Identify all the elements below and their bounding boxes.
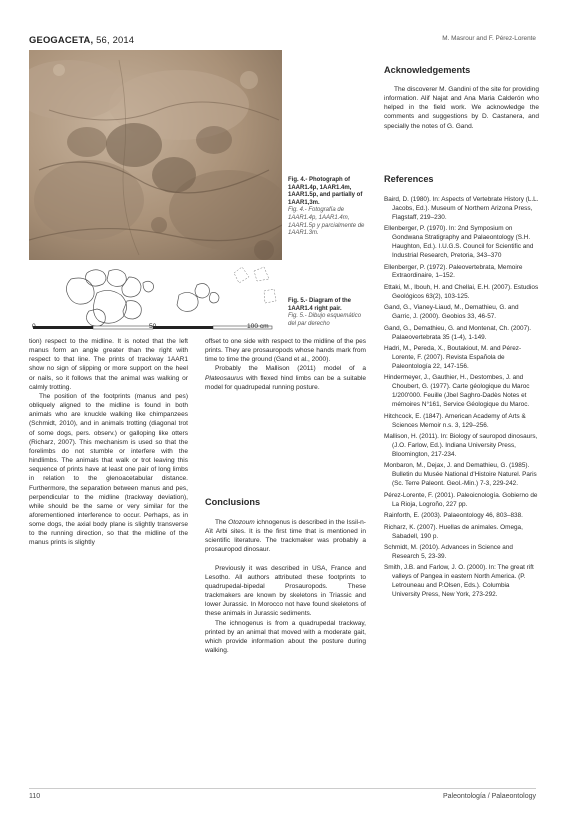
reference-item: Smith, J.B. and Farlow, J. O. (2000). In: The great rift valleys of Pangea in eastern North America. (P. Letrouneau and P.Olsen, Eds.). Columbia University Press, New York, 273-292. [384,564,534,599]
conclusions-paragraph-2: Previously it was described in USA, France and Lesotho. All authors attributed these footprints to quadrupedal-bipedal Prosauropods. These trackmakers are known by skeletons in Triassic and lower Jurassic. In Morocco not have found skeletons of these animals in Jurassic sediments. [205,564,366,618]
volume-year: 56, 2014 [93,34,135,45]
conclusions-paragraph-1 [205,518,366,555]
reference-item: Richarz, K. (2007). Huellas de animales. Omega, Sabadell, 190 p. [384,523,523,540]
conclusions-paragraph-3: The ichnogenus is from a quadrupedal trackway, printed by an animal that moved with a moderate gait, which provide information about the posture during walking. [205,619,366,655]
fig5-label: Fig. 5.- [288,298,308,304]
figure-4-caption [288,177,370,238]
body-column-1 [29,337,188,548]
reference-item: Ettaki, M., Ibouh, H. and Chellai, E.H. (2007). Estudios Geológicos 63(2), 103-125. [384,283,539,300]
reference-item: Monbaron, M., Dejax, J. and Demathieu, G. (1985). Bulletin du Musée National d'Histoire Naturel. Paris (Sc. Terre Paleont. Geol.-Min.) 7-3, 229-242. [384,462,537,488]
page-number: 110 [29,793,41,800]
reference-item: Rainforth, E. (2003). Palaeontology 46, 803–838. [384,512,523,520]
col2-p2-italic: Plateosaurus [205,374,244,382]
reference-item: Pérez-Lorente, F. (2001). Paleoicnología. Gobierno de La Rioja, Logroño, 227 pp. [384,491,538,508]
reference-item: Hindermeyer, J., Gauthier, H., Destombes, J. and Choubert, G. (1977). Carte géologique du Maroc 1/200'000. Feuille (Jbel Saghro-Dadès Notes et mémoires N°161, Service Géologique du Maroc. [384,374,530,409]
fig4-label: Fig. 4.- [288,177,308,183]
conclusions-heading: Conclusions [205,497,261,507]
journal-header [29,34,134,45]
col2-paragraph-1: offset to one side with respect to the midline of the pes prints. They are prosauropods whose hands mark from time to time the ground (Gand et al., 2000). [205,338,366,364]
scale-label-0: 0 [32,323,36,330]
journal-name: GEOGACETA, [29,34,94,45]
acknowledgements-text: The discoverer M. Gandini of the site for providing information. Alif Najat and Ana Maria Calderón who helped in the field work. We acknowledge the comments and suggestions by D. Castanera, and specially the notes of G. Gand. [384,86,539,130]
col2-p2-text-b: with flexed hind limbs can be a suitable model for quadrupedal running posture. [205,374,366,391]
reference-item: Baird, D. (1980). In: Aspects of Vertebrate History (L.L. Jacobs, Ed.). Museum of Northern Arizona Press, Flagstaff, 219–230. [384,196,539,221]
reference-item: Ellenberger, P. (1972). Paleovertebrata, Memoire Extraordinaire, 1–152. [384,263,523,280]
conc-p1-text-a: The [215,519,229,526]
footer-rule [29,788,536,789]
fig5-caption-es: Fig. 5.- Dibujo esquemático del par derecho [288,313,362,327]
reference-item: Gand, G., Vianey-Liaud, M., Demathieu, G. and Garric, J. (2000). Geobios 33, 46-57. [384,304,519,321]
conc-p1-italic: Otozoum [228,519,255,526]
col2-paragraph-2 [205,364,366,391]
reference-item: Hadri, M., Pereda, X., Boutakiout, M. and Pérez-Lorente, F. (2007). Revista Española de Paleontología 22, 147-156. [384,345,522,370]
acknowledgements-heading: Acknowledgements [384,65,471,75]
col2-p2-text-a: Probably the Mallison (2011) model of a [215,365,366,373]
reference-item: Mallison, H. (2011). In: Biology of sauropod dinosaurs, (J.O. Farlow, Ed.). Indiana University Press, Bloomington, 217-234. [384,433,538,458]
scale-label-50: 50 [149,323,157,330]
col1-paragraph-2: The position of the footprints (manus and pes) obliquely aligned to the midline is found in both animals who are knuckle walking like chimpanzees (Schmidt, 2010), and in animals trotting (diagonal trot of some dogs, pers. observ.) or galloping like otters (Richarz, 2007). This mechanism is used so that the forelimbs do not stumble or interfere with the hindlimbs. The animals that walk or trot leaving this sequence of prints have at least one pair of long limbs in relation to the glenoacetabular distance. Furthermore, the separation between manus and pes, perpendicular to the midline (trackway deviation), while should be the same or very similar for the aforementioned interference to occur. Perhaps, as in some dogs, the axial body plane is slightly transverse to the running direction, so that the midline of the manus prints is slightly [29,392,188,547]
reference-item: Hitchcock, E. (1847). American Academy of Arts & Sciences Memoir n.s. 3, 129–256. [384,412,526,429]
reference-item: Gand, G., Demathieu, G. and Montenat, Ch. (2007). Palaeovertebrata 35 (1-4), 1-149. [384,324,532,341]
reference-item: Ellenberger, P. (1970). In: 2nd Symposium on Gondwana Stratigraphy and Palaeontology (S.H. Haughton, Ed.). I.U.G.S. Council for Scientific and Industrial Research, Pretoria, 343–370 [384,225,534,260]
col1-paragraph-1: tion) respect to the midline. It is noted that the left manus form an angle greater than the right with respect to that line. The prints of trackway 1AAR1 show no sign of slipping or more support on the heel or nails, so it follows that the animal was walking or calmly trotting. [29,338,188,391]
scale-label-100: 100 cm [247,323,269,330]
figure-5-caption [288,298,370,328]
fig5-caption-en: Diagram of the 1AAR1.4 right pair. [288,298,352,312]
reference-item: Schmidt, M. (2010). Advances in Science and Research 5, 23-39. [384,544,513,560]
header-authors: M. Masrour and F. Pérez-Lorente [442,35,536,42]
references-list [384,196,539,603]
conclusions-body [205,518,366,655]
conc-p1-text-b: ichnogenus is described in the Issil-n-Aït Arbi sites. It is the first time that is mentioned in scientific literature. The trackmaker was probably a prosauropod dinosaur. [205,519,366,554]
footer-section: Paleontología / Palaeontology [442,793,536,800]
acknowledgements-body [384,85,539,131]
fig4-caption-en: Photograph of 1AAR1.4p, 1AAR1.4m, 1AAR1.5p, and partially of 1AAR1,3m. [288,177,363,206]
figure-5-diagram [29,263,282,335]
body-column-2 [205,337,366,392]
figure-4-photograph [29,50,282,260]
references-heading: References [384,174,434,184]
fig4-caption-es: Fig. 4.- Fotografía de 1AAR1.4p, 1AAR1.4m, 1AAR1.5p y parcialmente de 1AAR1.3m. [288,207,365,237]
